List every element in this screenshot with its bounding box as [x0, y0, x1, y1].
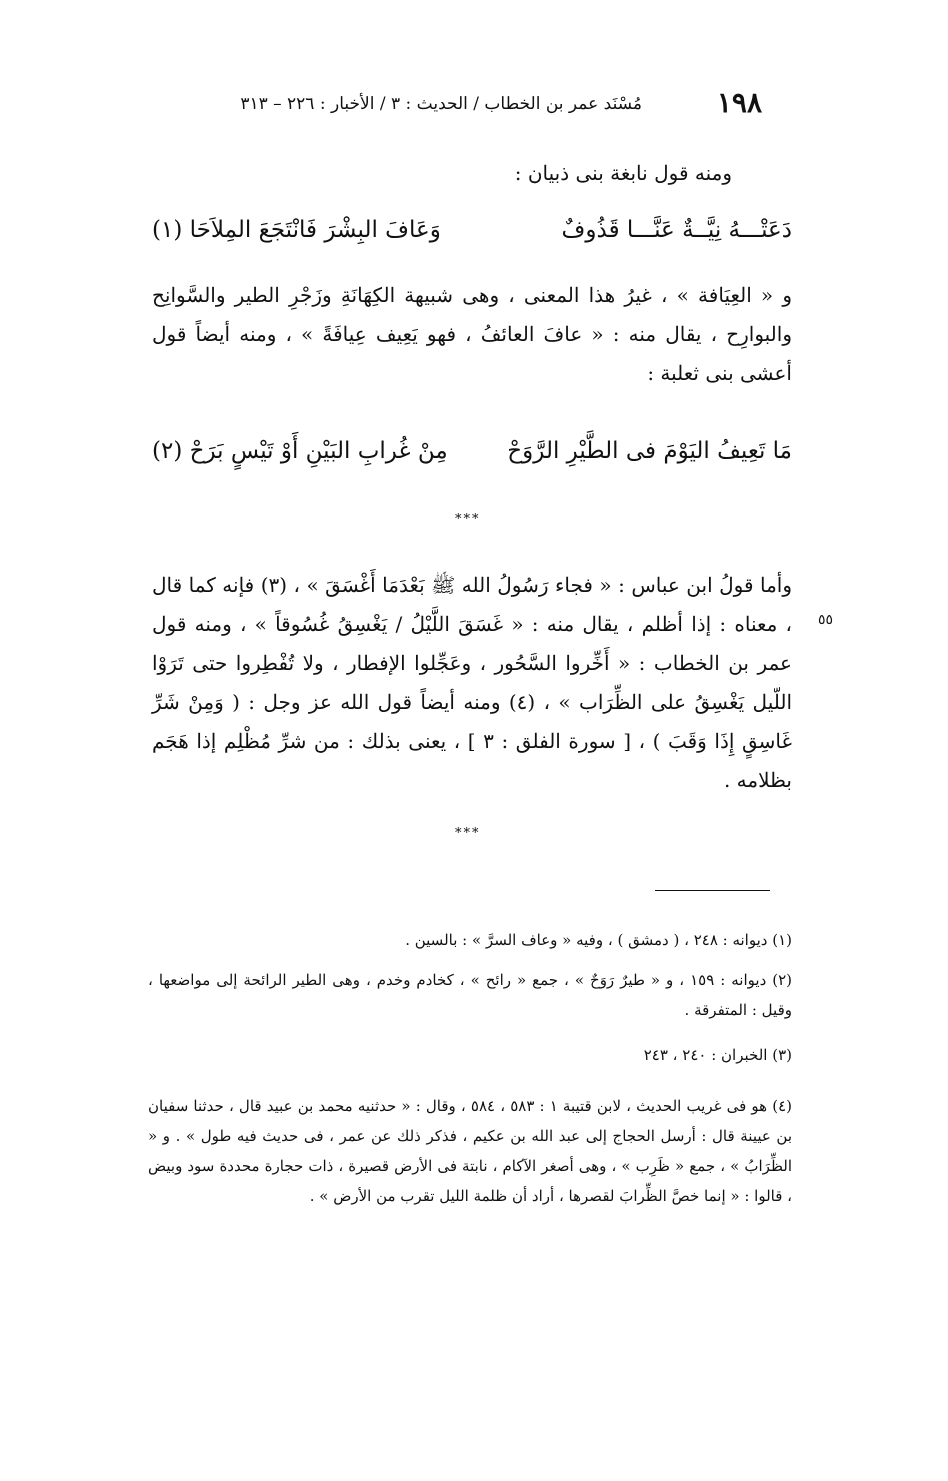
verse-2 [152, 438, 792, 484]
verse-1 [152, 217, 792, 263]
verse-2-first-hemistich: مَا تَعِيفُ اليَوْمَ فى الطَّيْرِ الرَّوَحْ [507, 438, 792, 464]
section-separator-1: *** [455, 512, 481, 527]
page-number: ١٩٨ [716, 86, 762, 119]
paragraph-1: و « العِيَافة » ، غيرُ هذا المعنى ، وهى شبيهة الكِهَانَةِ وزَجْرِ الطير والسَّوانِح والبوارِح ، يقال منه : « عافَ العائفُ ، فهو يَعِيف عِيافَةً » ، ومنه أيضاً قول أعشى بنى ثعلبة : [152, 283, 792, 385]
footnote-1: (١) ديوانه : ٢٤٨ ، ( دمشق ) ، وفيه « وعاف السرَّ » : بالسين . [405, 931, 792, 949]
section-separator-2: *** [455, 826, 481, 841]
footnote-3: (٣) الخبران : ٢٤٠ ، ٢٤٣ [643, 1046, 792, 1064]
verse-1-first-hemistich: دَعَتْـــهُ نِيَّــةٌ عَنَّـــا قَذُوفٌ [561, 217, 792, 243]
footnote-2: (٢) ديوانه : ١٥٩ ، و « طيرٌ رَوَحٌ » ، جمع « رائح » ، كخادم وخدم ، وهى الطير الرائحة إلى مواضعها ، وقيل : المتفرقة . [148, 971, 792, 1019]
verse-1-second-hemistich: وَعَافَ البِشْرَ فَانْتَجَعَ المِلاَحَا (١) [152, 217, 441, 243]
page-header [200, 86, 770, 126]
intro-line: ومنه قول نابغة بنى ذبيان : [514, 161, 732, 185]
paragraph-2: وأما قولُ ابن عباس : « فجاء رَسُولُ الله ﷺ بَعْدَمَا أَغْسَقَ » ، (٣) فإنه كما قال ، معناه : إذا أظلم ، يقال منه : « غَسَقَ اللَّيْلُ / يَغْسِقُ غُسُوقاً » ، ومنه قول عمر بن الخطاب : « أَخِّروا السَّحُور ، وعَجِّلوا الإفطار ، ولا تُفْطِروا حتى تَرَوْا اللّيل يَغْسِقُ على الظِّرَاب » ، (٤) ومنه أيضاً قول الله عز وجل : ( وَمِنْ شَرِّ غَاسِقٍ إِذَا وَقَبَ ) ، [ سورة الفلق : ٣ ] ، يعنى بذلك : من شرِّ مُظْلِم إذا هَجَم بظلامه . [152, 573, 792, 792]
running-title: مُسْنَد عمر بن الخطاب / الحديث : ٣ / الأخبار : ٢٢٦ – ٣١٣ [240, 94, 642, 114]
margin-page-mark: ٥٥ [818, 612, 834, 628]
footnote-4: (٤) هو فى غريب الحديث ، لابن قتيبة ١ : ٥٨٣ ، ٥٨٤ ، وقال : « حدثنيه محمد بن عبيد قال ، حدثنا سفيان بن عيينة قال : أرسل الحجاج إلى عبد الله بن عكيم ، فذكر ذلك عن عمر ، فى حديث فيه طول » . و « الظِّرَابُ » ، جمع « ظَرِب » ، وهى أصغر الآكام ، نابتة فى الأرض قصيرة ، ذات حجارة محددة سود وبيض ، قالوا : « إنما خصَّ الظِّرابَ لقصرها ، أراد أن ظلمة الليل تقرب من الأرض » . [148, 1097, 792, 1205]
verse-2-second-hemistich: مِنْ غُرابِ البَيْنِ أَوْ تَيْسٍ بَرَحْ (٢) [152, 438, 448, 464]
footnote-rule [655, 890, 770, 891]
